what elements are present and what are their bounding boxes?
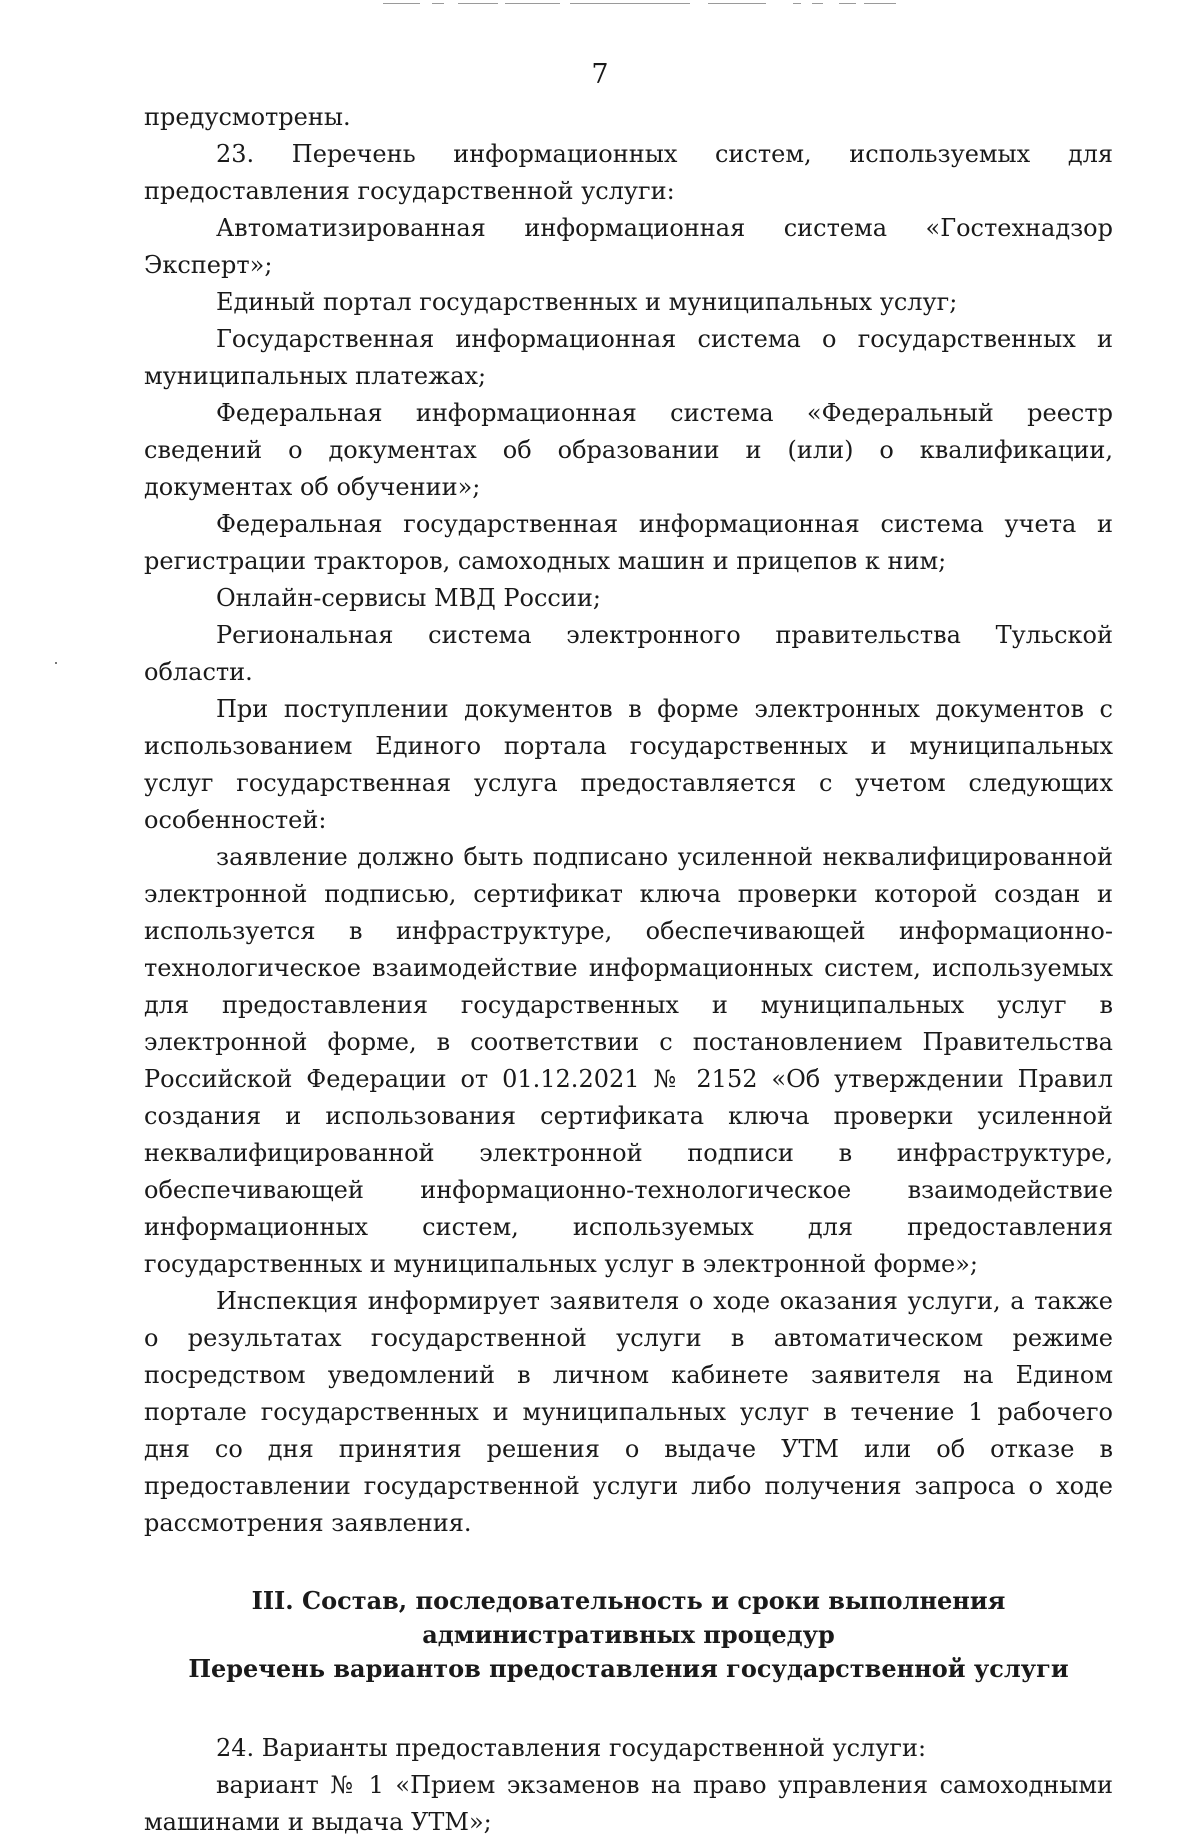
list-item-system: Федеральная информационная система «Федеральный реестр сведений о документах об образовании и (или) о квалификации, документах об обучении»;	[144, 399, 1113, 501]
paragraph-item-24: 24. Варианты предоставления государственной услуги:	[216, 1734, 927, 1762]
list-item-variant: вариант № 1 «Прием экзаменов на право управления самоходными машинами и выдача УТМ»;	[144, 1771, 1113, 1836]
paragraph-electronic-docs: При поступлении документов в форме электронных документов с использованием Единого портала государственных и муниципальных услуг государственная услуга предоставляется с учетом следующих особенностей:	[144, 695, 1113, 834]
scan-artifact-marks	[0, 3, 1200, 7]
paragraph-signature-requirement: заявление должно быть подписано усиленной неквалифицированной электронной подписью, сертификат ключа проверки которой создан и используется в инфраструктуре, обеспечивающей информационно-технологическое взаимодействие информационных систем, используемых для предоставления государственных и муниципальных услуг в электронной форме, в соответствии с постановлением Правительства Российской Федерации от 01.12.2021 № 2152 «Об утверждении Правил создания и использования сертификата ключа проверки усиленной неквалифицированной электронной подписи в инфраструктуре, обеспечивающей информационно-технологическое взаимодействие информационных систем, используемых для предоставления государственных и муниципальных услуг в электронной форме»;	[144, 843, 1113, 1278]
list-item-system: Государственная информационная система о государственных и муниципальных платежах;	[144, 325, 1113, 390]
paragraph-continuation: предусмотрены.	[144, 103, 351, 131]
list-item-system: Единый портал государственных и муниципальных услуг;	[216, 288, 958, 316]
scan-speck	[55, 662, 57, 664]
section-heading-line: III. Состав, последовательность и сроки выполнения	[251, 1586, 1006, 1615]
section-subheading: Перечень вариантов предоставления государственной услуги	[188, 1654, 1069, 1683]
paragraph-item-23: 23. Перечень информационных систем, используемых для предоставления государственной услуги:	[144, 140, 1113, 205]
section-heading	[144, 1584, 1113, 1686]
document-body	[144, 99, 1113, 1841]
list-item-system: Онлайн-сервисы МВД России;	[216, 584, 601, 612]
list-item-system: Федеральная государственная информационная система учета и регистрации тракторов, самоходных машин и прицепов к ним;	[144, 510, 1113, 575]
section-heading-line: административных процедур	[422, 1620, 835, 1649]
list-item-system: Региональная система электронного правительства Тульской области.	[144, 621, 1113, 686]
page-number: 7	[591, 59, 609, 90]
list-item-system: Автоматизированная информационная система «Гостехнадзор Эксперт»;	[144, 214, 1113, 279]
paragraph-inspection-notification: Инспекция информирует заявителя о ходе оказания услуги, а также о результатах государственной услуги в автоматическом режиме посредством уведомлений в личном кабинете заявителя на Едином портале государственных и муниципальных услуг в течение 1 рабочего дня со дня принятия решения о выдаче УТМ или об отказе в предоставлении государственной услуги либо получения запроса о ходе рассмотрения заявления.	[144, 1287, 1113, 1537]
